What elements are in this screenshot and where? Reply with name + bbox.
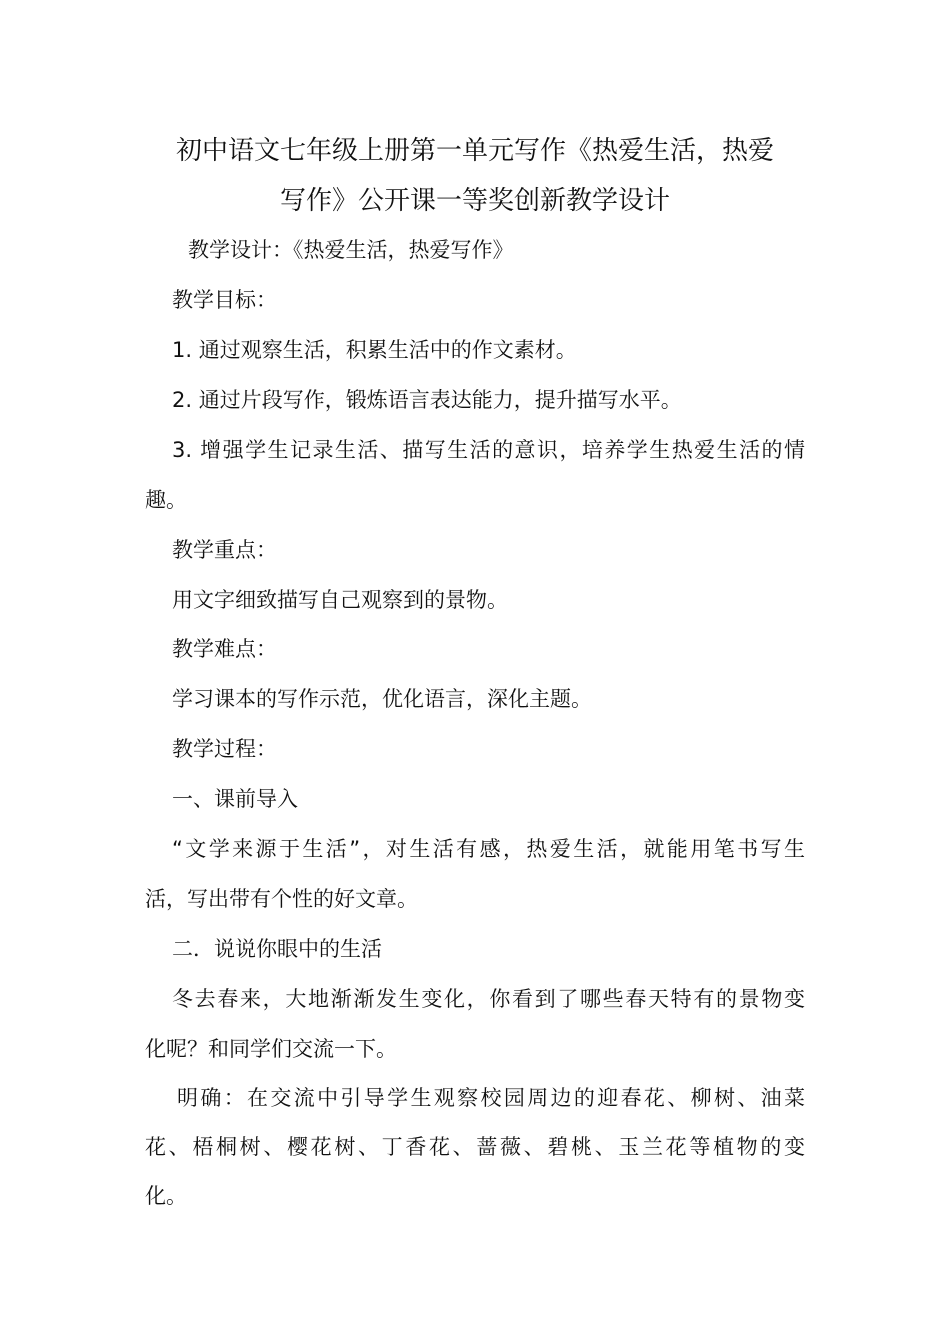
section-2-line-2: 化呢？和同学们交流一下。: [145, 1037, 397, 1061]
key-points-text: 用文字细致描写自己观察到的景物。: [172, 588, 508, 612]
document-title-line-1: 初中语文七年级上册第一单元写作《热爱生活，热爱: [175, 136, 774, 166]
section-2-line-1: 冬去春来，大地渐渐发生变化，你看到了哪些春天特有的景物变: [172, 987, 805, 1011]
document-title-line-2: 写作》公开课一等奖创新教学设计: [279, 186, 670, 216]
difficulties-heading: 教学难点：: [172, 637, 277, 661]
design-title: 教学设计：《热爱生活，热爱写作》: [188, 238, 514, 262]
section-1-heading: 一、课前导入: [172, 787, 298, 811]
objective-3-line-2: 趣。: [145, 488, 187, 512]
section-2-heading: 二．说说你眼中的生活: [172, 937, 382, 961]
objective-2: 2. 通过片段写作，锻炼语言表达能力，提升描写水平。: [172, 388, 682, 412]
clarify-line-1: 明确：在交流中引导学生观察校园周边的迎春花、柳树、油菜: [177, 1086, 805, 1110]
section-1-line-1: “文学来源于生活”，对生活有感，热爱生活，就能用笔书写生: [172, 837, 805, 861]
section-1-line-2: 活，写出带有个性的好文章。: [145, 887, 418, 911]
clarify-line-2: 花、梧桐树、樱花树、丁香花、蔷薇、碧桃、玉兰花等植物的变: [145, 1135, 805, 1159]
objective-3-line-1: 3. 增强学生记录生活、描写生活的意识，培养学生热爱生活的情: [172, 438, 805, 462]
objective-1: 1. 通过观察生活，积累生活中的作文素材。: [172, 338, 577, 362]
difficulties-text: 学习课本的写作示范，优化语言，深化主题。: [172, 687, 592, 711]
clarify-line-3: 化。: [145, 1184, 187, 1208]
key-points-heading: 教学重点：: [172, 538, 277, 562]
objectives-heading: 教学目标：: [172, 288, 277, 312]
process-heading: 教学过程：: [172, 737, 277, 761]
